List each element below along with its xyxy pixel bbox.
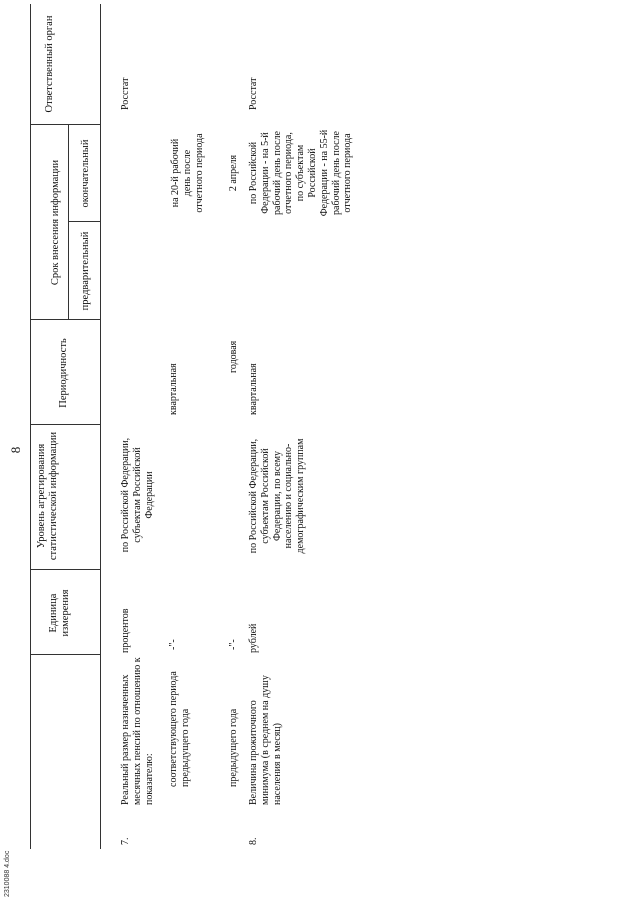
row-7-name: Реальный размер назначенных месячных пенсий по отношению к показателю:: [120, 657, 155, 805]
row-7-aggregation: по Российской Федерации, субъектам Российской Федерации: [120, 437, 155, 553]
col-divider-responsible: [30, 124, 100, 125]
row-8-name: Величина прожиточного минимума (в среднем на душу населения в месяц): [248, 675, 283, 805]
row-8-final: по Российской Федерации - на 5-й рабочий день после отчетного периода, по субъектам Российской Федерации - на 55-й рабочий день после отчетного периода: [248, 129, 354, 217]
col-divider-deadline: [30, 319, 100, 320]
row-7-unit: процентов: [120, 608, 131, 653]
col-divider-unit: [30, 654, 100, 655]
header-bottom-border: [100, 4, 101, 849]
row-7b-unit: -"-: [228, 639, 239, 650]
header-responsible: Ответственный орган: [44, 15, 55, 113]
col-divider-periodicity: [30, 424, 100, 425]
row-8-responsible: Росстат: [248, 77, 259, 110]
row-7a-name: соответствующего периода предыдущего года: [168, 671, 191, 787]
row-8-aggregation: по Российской Федерации, субъектам Российской Федерации, по всему населению и социально-демографическим группам: [248, 438, 307, 554]
deadline-subheader-line: [68, 125, 69, 320]
row-8-unit: рублей: [248, 623, 259, 653]
page-number: 8: [8, 446, 23, 454]
header-preliminary: предварительный: [80, 231, 91, 311]
row-7b-name: предыдущего года: [228, 708, 239, 787]
row-7a-final: на 20-й рабочий день после отчетного периода: [170, 133, 205, 213]
row-7-responsible: Росстат: [120, 77, 131, 110]
header-final: окончательный: [80, 139, 91, 208]
col-divider-aggregation: [30, 569, 100, 570]
table-top-border: [30, 4, 31, 849]
header-unit: Единица измерения: [48, 589, 71, 637]
header-deadline: Срок внесения информации: [50, 159, 61, 286]
row-7b-final: 2 апреля: [228, 154, 239, 192]
row-7-number: 7.: [120, 837, 131, 845]
document-id: 2310088 4.doc: [4, 850, 11, 897]
row-7b-periodicity: годовая: [228, 340, 239, 373]
col-divider-preliminary-final: [68, 221, 100, 222]
row-7a-unit: -"-: [168, 639, 179, 650]
header-aggregation: Уровень агрегирования статистической информации: [36, 431, 59, 561]
row-7a-periodicity: квартальная: [168, 363, 179, 415]
row-8-number: 8.: [248, 837, 259, 845]
header-periodicity: Периодичность: [58, 338, 69, 408]
row-8-periodicity: квартальная: [248, 363, 259, 415]
